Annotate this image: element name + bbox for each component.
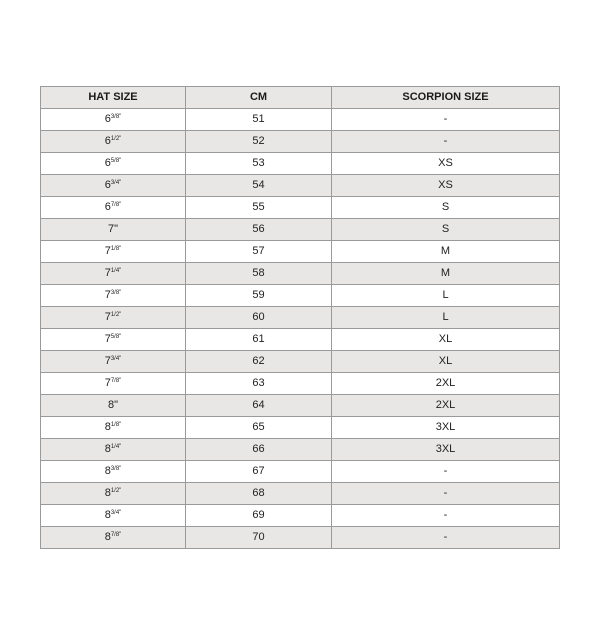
hat-size-whole: 8 (104, 531, 111, 543)
hat-size-whole: 7 (104, 267, 111, 279)
table-row (41, 197, 560, 219)
scorpion-size-cell: - (332, 505, 560, 527)
hat-size-cell (41, 527, 186, 549)
hat-size-cell (41, 351, 186, 373)
header-hat-size: HAT SIZE (41, 87, 186, 109)
scorpion-size-cell: L (332, 307, 560, 329)
table-row (41, 307, 560, 329)
table-row (41, 483, 560, 505)
hat-size-fraction: 1/2" (110, 312, 122, 318)
hat-size-cell (41, 373, 186, 395)
hat-size-whole: 7 (104, 333, 111, 345)
table-row (41, 417, 560, 439)
hat-size-fraction: 1/8" (110, 422, 122, 428)
hat-size-fraction: 7/8" (110, 378, 122, 384)
hat-size-cell (41, 329, 186, 351)
hat-size-cell (41, 395, 186, 417)
cm-cell: 64 (186, 395, 332, 417)
cm-cell: 51 (186, 109, 332, 131)
hat-size-cell (41, 263, 186, 285)
cm-cell: 58 (186, 263, 332, 285)
hat-size-fraction: 5/8" (110, 334, 122, 340)
table-row (41, 175, 560, 197)
hat-size-cell (41, 131, 186, 153)
scorpion-size-cell: 3XL (332, 439, 560, 461)
scorpion-size-cell: XL (332, 329, 560, 351)
hat-size-fraction: 3/8" (110, 290, 122, 296)
table-row (41, 351, 560, 373)
scorpion-size-cell: XS (332, 153, 560, 175)
hat-size-fraction: 3/4" (110, 180, 122, 186)
table-row (41, 153, 560, 175)
hat-size-whole: 8 (104, 487, 111, 499)
scorpion-size-cell: - (332, 527, 560, 549)
cm-cell: 67 (186, 461, 332, 483)
cm-cell: 53 (186, 153, 332, 175)
hat-size-whole: 6 (104, 157, 111, 169)
hat-size-whole: 7 (104, 245, 111, 257)
hat-size-cell (41, 109, 186, 131)
hat-size-fraction: 5/8" (110, 158, 122, 164)
scorpion-size-cell: - (332, 483, 560, 505)
hat-size-whole: 8 (104, 465, 111, 477)
hat-size-fraction: 7/8" (110, 532, 122, 538)
hat-size-whole: 7 (104, 355, 111, 367)
header-cm: CM (186, 87, 332, 109)
cm-cell: 66 (186, 439, 332, 461)
cm-cell: 59 (186, 285, 332, 307)
header-scorpion-size: SCORPION SIZE (332, 87, 560, 109)
hat-size-whole: 7 (104, 311, 111, 323)
table-row (41, 461, 560, 483)
cm-cell: 60 (186, 307, 332, 329)
hat-size-cell (41, 285, 186, 307)
hat-size-fraction: 3/8" (110, 466, 122, 472)
hat-size-fraction: 1/4" (110, 444, 122, 450)
hat-size-whole: 8 (104, 509, 111, 521)
table-row (41, 219, 560, 241)
hat-size-cell (41, 241, 186, 263)
cm-cell: 56 (186, 219, 332, 241)
table-row (41, 439, 560, 461)
table-row (41, 109, 560, 131)
cm-cell: 52 (186, 131, 332, 153)
table-row (41, 329, 560, 351)
cm-cell: 68 (186, 483, 332, 505)
scorpion-size-cell: XS (332, 175, 560, 197)
scorpion-size-cell: XL (332, 351, 560, 373)
hat-size-whole: 8 (104, 421, 111, 433)
scorpion-size-cell: L (332, 285, 560, 307)
hat-size-fraction: 1/8" (110, 246, 122, 252)
scorpion-size-cell: - (332, 461, 560, 483)
cm-cell: 70 (186, 527, 332, 549)
hat-size-whole: 8" (107, 399, 119, 411)
hat-size-cell (41, 219, 186, 241)
cm-cell: 61 (186, 329, 332, 351)
cm-cell: 65 (186, 417, 332, 439)
table-body (41, 109, 560, 549)
hat-size-cell (41, 439, 186, 461)
hat-size-cell (41, 307, 186, 329)
hat-size-cell (41, 417, 186, 439)
table-row (41, 395, 560, 417)
hat-size-whole: 7" (107, 223, 119, 235)
scorpion-size-cell: 2XL (332, 373, 560, 395)
hat-size-whole: 7 (104, 377, 111, 389)
table-row (41, 373, 560, 395)
scorpion-size-cell: S (332, 197, 560, 219)
hat-size-whole: 6 (104, 135, 111, 147)
hat-size-fraction: 1/2" (110, 136, 122, 142)
hat-size-whole: 6 (104, 201, 111, 213)
hat-size-fraction: 3/4" (110, 510, 122, 516)
scorpion-size-cell: 3XL (332, 417, 560, 439)
table-row (41, 263, 560, 285)
cm-cell: 69 (186, 505, 332, 527)
cm-cell: 63 (186, 373, 332, 395)
scorpion-size-cell: M (332, 263, 560, 285)
scorpion-size-cell: 2XL (332, 395, 560, 417)
size-chart-table (40, 86, 560, 549)
table-row (41, 241, 560, 263)
table-row (41, 505, 560, 527)
hat-size-whole: 6 (104, 179, 111, 191)
cm-cell: 55 (186, 197, 332, 219)
scorpion-size-cell: - (332, 109, 560, 131)
hat-size-cell (41, 505, 186, 527)
hat-size-fraction: 7/8" (110, 202, 122, 208)
table-row (41, 285, 560, 307)
hat-size-fraction: 1/2" (110, 488, 122, 494)
cm-cell: 54 (186, 175, 332, 197)
header-row (41, 87, 560, 109)
hat-size-whole: 7 (104, 289, 111, 301)
hat-size-fraction: 1/4" (110, 268, 122, 274)
scorpion-size-cell: - (332, 131, 560, 153)
hat-size-cell (41, 483, 186, 505)
hat-size-fraction: 3/4" (110, 356, 122, 362)
hat-size-fraction: 3/8" (110, 114, 122, 120)
hat-size-whole: 8 (104, 443, 111, 455)
table-row (41, 527, 560, 549)
hat-size-cell (41, 197, 186, 219)
cm-cell: 57 (186, 241, 332, 263)
hat-size-cell (41, 461, 186, 483)
scorpion-size-cell: S (332, 219, 560, 241)
table-row (41, 131, 560, 153)
scorpion-size-cell: M (332, 241, 560, 263)
hat-size-cell (41, 153, 186, 175)
hat-size-cell (41, 175, 186, 197)
cm-cell: 62 (186, 351, 332, 373)
hat-size-whole: 6 (104, 113, 111, 125)
